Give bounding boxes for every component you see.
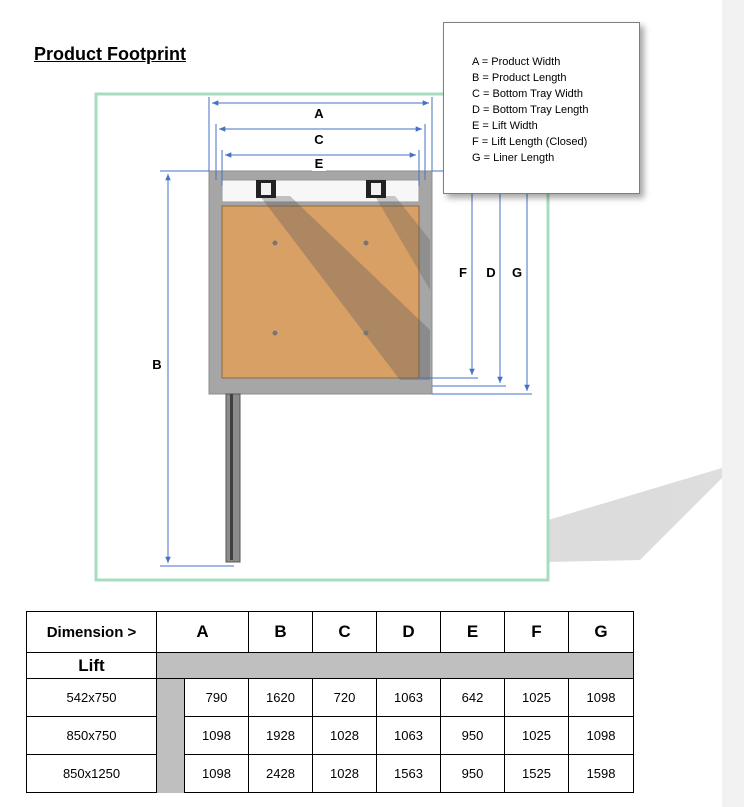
dimension-header: Dimension > xyxy=(27,612,157,653)
legend-item-g: G = Liner Length xyxy=(472,152,555,164)
value-cell: 1028 xyxy=(313,755,377,793)
value-cell: 950 xyxy=(441,755,505,793)
value-cell: 1598 xyxy=(569,755,634,793)
value-cell: 642 xyxy=(441,679,505,717)
lift-size-cell: 850x750 xyxy=(27,717,157,755)
value-cell: 1028 xyxy=(313,717,377,755)
column-header: D xyxy=(377,612,441,653)
dimension-b-label: B xyxy=(152,357,162,372)
value-cell: 1620 xyxy=(249,679,313,717)
value-cell: 1098 xyxy=(569,679,634,717)
value-cell: 1525 xyxy=(505,755,569,793)
legend-item-f: F = Lift Length (Closed) xyxy=(472,136,588,148)
table-row xyxy=(27,755,634,793)
dimension-legend xyxy=(443,22,640,194)
grey-gap xyxy=(157,755,185,793)
column-header: A xyxy=(157,612,249,653)
value-cell: 1098 xyxy=(185,755,249,793)
value-cell: 950 xyxy=(441,717,505,755)
value-cell: 790 xyxy=(185,679,249,717)
dimension-g-label: G xyxy=(511,265,523,280)
table-header-row xyxy=(27,612,634,653)
lift-header: Lift xyxy=(27,653,157,679)
value-cell: 720 xyxy=(313,679,377,717)
grey-band xyxy=(157,653,634,679)
table-row xyxy=(27,717,634,755)
floor-shadow xyxy=(548,468,722,562)
legend-item-e: E = Lift Width xyxy=(472,120,538,132)
column-header: F xyxy=(505,612,569,653)
dimension-a-label: A xyxy=(314,106,324,121)
legend-item-a: A = Product Width xyxy=(472,56,561,68)
bolt-dot xyxy=(273,331,278,336)
value-cell: 1025 xyxy=(505,679,569,717)
dimension-e-label: E xyxy=(314,156,324,171)
dimension-d-label: D xyxy=(486,265,496,280)
bolt-dot xyxy=(273,241,278,246)
value-cell: 1063 xyxy=(377,717,441,755)
value-cell: 1025 xyxy=(505,717,569,755)
value-cell: 1563 xyxy=(377,755,441,793)
legend-item-c: C = Bottom Tray Width xyxy=(472,88,583,100)
legend-item-d: D = Bottom Tray Length xyxy=(472,104,589,116)
value-cell: 1098 xyxy=(185,717,249,755)
grey-gap xyxy=(157,717,185,755)
dimensions-table xyxy=(26,611,634,793)
grey-gap xyxy=(157,679,185,717)
column-header: B xyxy=(249,612,313,653)
value-cell: 1098 xyxy=(569,717,634,755)
value-cell: 2428 xyxy=(249,755,313,793)
column-header: G xyxy=(569,612,634,653)
dimension-f-label: F xyxy=(459,265,467,280)
legend-item-b: B = Product Length xyxy=(472,72,567,84)
lift-size-cell: 850x1250 xyxy=(27,755,157,793)
lift-size-cell: 542x750 xyxy=(27,679,157,717)
table-row xyxy=(27,679,634,717)
bolt-dot xyxy=(364,331,369,336)
lift-label-row xyxy=(27,653,634,679)
column-header: E xyxy=(441,612,505,653)
page-heading: Product Footprint xyxy=(34,44,186,64)
column-header: C xyxy=(313,612,377,653)
bolt-dot xyxy=(364,241,369,246)
value-cell: 1063 xyxy=(377,679,441,717)
value-cell: 1928 xyxy=(249,717,313,755)
dimension-c-label: C xyxy=(314,132,324,147)
